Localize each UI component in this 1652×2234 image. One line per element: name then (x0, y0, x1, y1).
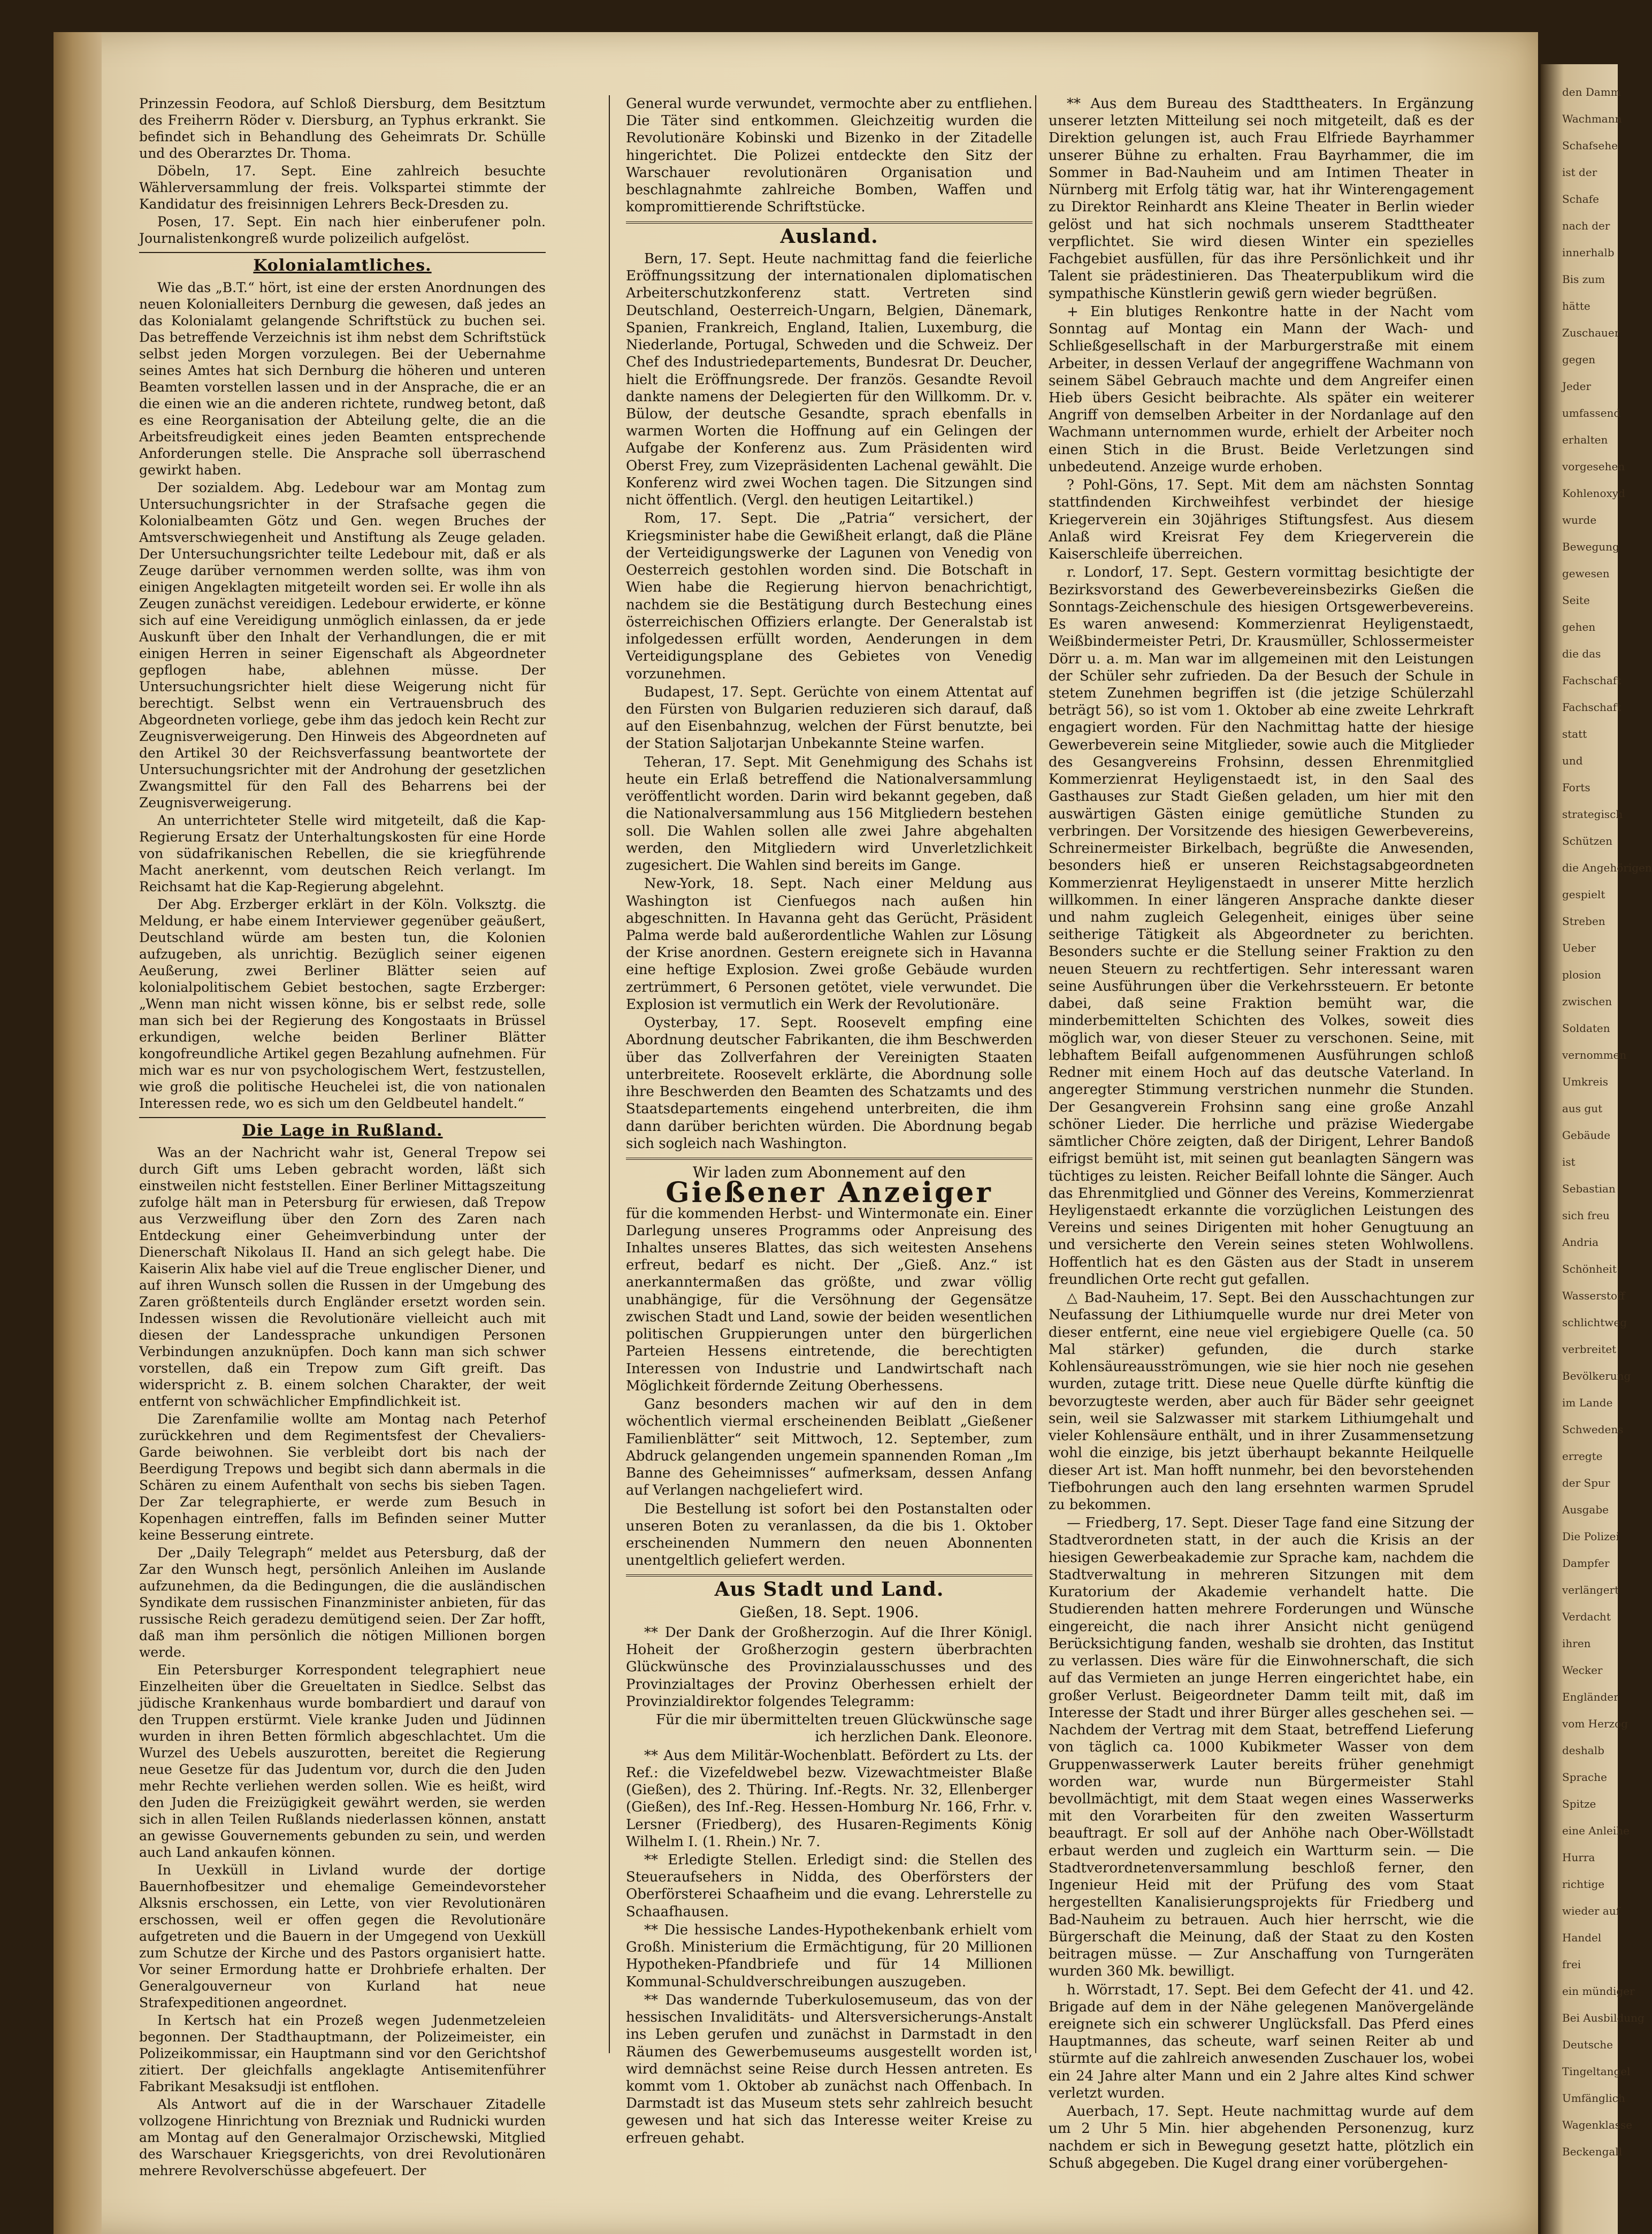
adjacent-page-fragment: Schwedens (1562, 1423, 1624, 1436)
adjacent-page-fragment: umfassend (1562, 407, 1621, 419)
article-teheran: Teheran, 17. Sept. Mit Genehmigung des Schahs ist heute ein Erlaß betreffend die Nationalversammlung veröffentlicht worden. Darin wird bekannt gegeben, daß die Nationalversammlung aus 156 Mitgliedern bestehen soll. Die Wahlen sollen alle zwei Jahre abgehalten werden, den Mitgliedern wird Unverletzlichkeit zugesichert. Die Wahlen sind bereits im Gange. (626, 754, 1032, 874)
subscription-advertisement (626, 1164, 1032, 1210)
article-daily-telegraph: Der „Daily Telegraph“ meldet aus Petersburg, daß der Zar den Wunsch hegt, persönlich Anleihen im Auslande aufzunehmen, da die Bedingungen, die die ausländischen Syndikate dem russischen Finanzminister anbieten, für das russische Reich geradezu demütigend seien. Der Zar hofft, daß man ihm persönlich die nötigen Millionen borgen werde. (139, 1545, 546, 1660)
adjacent-page-fragment: Andria (1562, 1236, 1599, 1249)
adjacent-page-fragment: Hurra (1562, 1851, 1595, 1864)
section-title-ausland: Ausland. (780, 225, 878, 248)
adjacent-page-fragment: nach der (1562, 219, 1610, 232)
adjacent-page-fragment: vernommen (1562, 1049, 1627, 1061)
adjacent-page-fragment: Seite (1562, 594, 1590, 607)
adjacent-page-fragment: ihren (1562, 1637, 1591, 1650)
adjacent-page-fragment: und (1562, 754, 1583, 767)
adjacent-page-fragment: Soldaten (1562, 1022, 1610, 1035)
article-pohl-goens: ? Pohl-Göns, 17. Sept. Mit dem am nächsten Sonntag stattfindenden Kirchweihfest verbindet der hiesige Kriegerverein ein 30jähriges Stiftungsfest. Aus diesem Anlaß wird Kreisrat Fey dem Kriegerverein die Kaiserschleife überreichen. (1049, 477, 1474, 563)
adjacent-page-fragment: die Angehörigen (1562, 861, 1652, 874)
article-woerrstadt: h. Wörrstadt, 17. Sept. Bei dem Gefecht der 41. und 42. Brigade auf dem in der Nähe gelegenen Manövergelände ereignete sich ein schwerer Unglücksfall. Das Pferd eines Hauptmannes, das scheute, warf seinen Reiter ab und stürmte auf die zahlreich anwesenden Zuschauer los, wobei ein 24 Jahre alter Mann und ein 2 Jahre altes Kind schwer verletzt wurden. (1049, 1981, 1474, 2101)
adjacent-page-fragment: Bevölkerung (1562, 1370, 1631, 1382)
ad-body: für die kommenden Herbst- und Wintermonate ein. Einer Darlegung unseres Programms oder Anpreisung des Inhaltes unseres Blattes, das sich weitesten Ansehens erfreut, bedarf es nicht. Der „Gieß. Anz.“ ist anerkanntermaßen das größte, und zwar völlig unabhängige, für die Versöhnung der Gegensätze zwischen Stadt und Land, sowie der beiden wesentlichen politischen Gruppierungen unter den bürgerlichen Parteien Hessens eintretende, die berechtigten Interessen von Industrie und Landwirtschaft nach Möglichkeit fördernde Zeitung Oberhessens. (626, 1205, 1032, 1394)
section-title-kolonialamtliches: Kolonialamtliches. (253, 256, 432, 275)
section-title-aus-stadt-und-land: Aus Stadt und Land. (714, 1578, 944, 1601)
adjacent-page-fragment: Beckengall (1562, 2145, 1623, 2158)
adjacent-page-fragment: richtige (1562, 1878, 1605, 1891)
article-doebeln: Döbeln, 17. Sept. Eine zahlreich besuchte Wählerversammlung der freis. Volkspartei stimmte der Kandidatur des freisinnigen Lehrers Beck-Dresden zu. (139, 163, 546, 212)
article-warschau: Als Antwort auf die in der Warschauer Zitadelle vollzogene Hinrichtung von Brezniak und Rudnicki wurden am Montag auf den Generalmajor Orzischewski, Mitglied des Warschauer Kriegsgerichts, von drei Revolutionären mehrere Revolverschüsse abgefeuert. Der (139, 2097, 546, 2178)
section-divider (139, 252, 546, 253)
article-renkontre: + Ein blutiges Renkontre hatte in der Nacht vom Sonntag auf Montag ein Mann der Wach- und Schließgesellschaft in der Marburgerstraße mit einem Arbeiter, in dessen Verlauf der angegriffene Wachmann von seinem Säbel Gebrauch machte und dem Angreifer einen Hieb übers Gesicht beibrachte. Als später ein weiterer Angriff von demselben Arbeiter in der Nordanlage auf den Wachmann unternommen wurde, erhielt der Arbeiter noch einen Stich in die Brust. Beide Verletzungen sind unbedeutend. Anzeige wurde erhoben. (1049, 303, 1474, 475)
adjacent-page-fragment: innerhalb (1562, 246, 1615, 259)
adjacent-page-fragment: statt (1562, 728, 1587, 740)
section-divider (626, 1574, 1032, 1577)
column-2 (626, 95, 1032, 2148)
adjacent-page-fragment: wurde (1562, 514, 1597, 526)
article-militaer-wochenblatt: ** Aus dem Militär-Wochenblatt. Befördert zu Lts. der Ref.: die Vizefeldwebel bezw. Vizewachtmeister Blaße (Gießen), des 2. Thüring. Inf.-Regts. Nr. 32, Ellenberger (Gießen), des Inf.-Reg. Hessen-Homburg Nr. 166, Frhr. v. Lersner (Friedberg), des Husaren-Regiments König Wilhelm I. (1. Rhein.) Nr. 7. (626, 1747, 1032, 1850)
article-prinzessin-feodora: Prinzessin Feodora, auf Schloß Diersburg, dem Besitztum des Freiherrn Röder v. Diersburg, an Typhus erkrankt. Sie befindet sich in Behandlung des Geheimrats Dr. Schülle und des Oberarztes Dr. Thoma. (139, 96, 546, 161)
article-budapest: Budapest, 17. Sept. Gerüchte von einem Attentat auf den Fürsten von Bulgarien reduzieren sich darauf, daß auf den Eisenbahnzug, welchen der Fürst benutzte, bei der Station Saljotarjan Unbekannte Steine warfen. (626, 684, 1032, 752)
article-tuberkulosemuseum: ** Das wandernde Tuberkulosemuseum, das von der hessischen Invaliditäts- und Altersversicherungs-Anstalt ins Leben gerufen und zunächst in Darmstadt in den Räumen des Gewerbemuseums ausgestellt worden ist, wird demnächst seine Reise durch Hessen antreten. Es kommt vom 1. Oktober ab zunächst nach Offenbach. In Darmstadt ist das Museum stets sehr zahlreich besucht gewesen und hat sich das Interesse weiter Kreise zu erfreuen gehabt. (626, 1992, 1032, 2146)
adjacent-page-fragment: die das (1562, 647, 1601, 660)
column-rule-2 (1035, 95, 1036, 2053)
article-bern: Bern, 17. Sept. Heute nachmittag fand die feierliche Eröffnungssitzung der internationalen diplomatischen Arbeiterschutzkonferenz statt. Vertreten sind Deutschland, Oesterreich-Ungarn, Belgien, Dänemark, Spanien, Frankreich, England, Italien, Luxemburg, die Niederlande, Portugal, Schweden und die Schweiz. Der Chef des Industriedepartements, Bundesrat Dr. Deucher, hielt die Eröffnungsrede. Der französ. Gesandte Revoil dankte namens der Delegierten für den Willkomm. Dr. v. Bülow, der deutsche Gesandte, sprach ebenfalls in warmen Worten die Hoffnung auf ein Gelingen der Aufgabe der Konferenz aus. Zum Präsidenten wird Oberst Frey, zum Vizepräsidenten Lachenal gewählt. Die Konferenz wird zwei Wochen tagen. Die Sitzungen sind nicht öffentlich. (Vergl. den heutigen Leitartikel.) (626, 250, 1032, 509)
adjacent-page-fragment: verbreitet (1562, 1343, 1617, 1356)
adjacent-page-fragment: sich freu (1562, 1209, 1610, 1222)
article-bad-nauheim: △ Bad-Nauheim, 17. Sept. Bei den Ausschachtungen zur Neufassung der Lithiumquelle wurde nur drei Meter von dieser entfernt, eine neue viel ergiebigere Quelle (ca. 50 Mal stärker) gefunden, die durch starke Kohlensäureausströmungen, wie sie hier noch nie gesehen wurden, zutage tritt. Diese neue Quelle dürfte künftig die bevorzugteste werden, aber auch für Bäder sehr geeignet sein, weil sie Salzwasser mit starkem Lithiumgehalt und vieler Kohlensäure enthält, und in ihrer Zusammensetzung wohl die einzige, bis jetzt überhaupt bekannte Heilquelle dieser Art ist. Man hofft nunmehr, bei den bevorstehenden Tiefbohrungen auch den lang ersehnten warmen Sprudel zu bekommen. (1049, 1290, 1474, 1513)
ad-body-3: Die Bestellung ist sofort bei den Postanstalten oder unseren Boten zu veranlassen, da die bis 1. Oktober erscheinenden Nummern den neuen Abonnenten unentgeltlich geliefert werden. (626, 1501, 1032, 1569)
section-divider (626, 221, 1032, 224)
adjacent-page-fragment: Umkreis (1562, 1075, 1608, 1088)
article-kap-regierung: An unterrichteter Stelle wird mitgeteilt, daß die Kap-Regierung Ersatz der Unterhaltungskosten für eine Horde von südafrikanischen Rebellen, die sie kriegführende Macht anerkennt, vom deutschen Reich verlangt. Im Reichsamt hat die Kap-Regierung abgelehnt. (139, 813, 546, 894)
adjacent-page-fragment: Zuschauer (1562, 326, 1620, 339)
adjacent-page-fragment: ein mündiger (1562, 1985, 1635, 1998)
article-kertsch: In Kertsch hat ein Prozeß wegen Judenmetzeleien begonnen. Der Stadthauptmann, der Polizeimeister, ein Polizeikommissar, ein Hauptmann sind vor den Gerichtshof zitiert. Der gleichfalls angeklagte Antisemitenführer Fabrikant Mesaksudji ist entflohen. (139, 2013, 546, 2094)
ad-intro: Wir laden zum Abonnement auf den (692, 1164, 966, 1182)
adjacent-page-fragment: schlichtweg (1562, 1316, 1627, 1329)
section-title-lage-in-russland: Die Lage in Rußland. (242, 1121, 443, 1140)
article-rom: Rom, 17. Sept. Die „Patria“ versichert, der Kriegsminister habe die Gewißheit erlangt, daß die Pläne der Verteidigungswerke der Lagunen von Venedig von Oesterreich gestohlen worden sind. Die Botschaft in Wien habe die Regierung hiervon benachrichtigt, nachdem sie die Bestätigung durch Bestechung eines österreichischen Offiziers erlangte. Der Generalstab ist infolgedessen erfüllt worden, Aenderungen in dem Verteidigungsplane des Gebietes von Venedig vorzunehmen. (626, 510, 1032, 682)
adjacent-page-fragment: Handel (1562, 1931, 1602, 1944)
article-telegramm: Für die mir übermittelten treuen Glückwünsche sage ich herzlichen Dank. Eleonore. (656, 1712, 1032, 1746)
article-uexkuell: In Uexküll in Livland wurde der dortige Bauernhofbesitzer und ehemalige Gemeindevorsteher Alksnis erschossen, ein Lette, von vier Revolutionären erschossen, weil er offen gegen die Revolutionäre aufgetreten und die Bauern in der Umgegend von Uexküll zum Schutze der Kirche und des Pastors organisiert hatte. Vor seiner Ermordung hatte er Drohbriefe erhalten. Der Generalgouverneur von Kurland hat neue Strafexpeditionen angeordnet. (139, 1862, 546, 2010)
adjacent-page-fragment: frei (1562, 1958, 1581, 1971)
adjacent-page-fragment: Wagenklasse (1562, 2118, 1633, 2131)
ad-title: Gießener Anzeiger (666, 1176, 993, 1210)
adjacent-page-fragment: Wasserstoff (1562, 1289, 1625, 1302)
article-zarenfamilie: Die Zarenfamilie wollte am Montag nach Peterhof zurückkehren und dem Regimentsfest der Chevaliers-Garde beiwohnen. Sie verbleibt dort bis nach der Beerdigung Trepows und begibt sich dann abermals in die Schären zu einem Aufenthalt von sechs bis sieben Tagen. Der Zar telegraphierte, er werde zum Besuch in Kopenhagen eintreffen, falls im Befinden seiner Mutter keine Besserung eintrete. (139, 1411, 546, 1543)
adjacent-page-fragment: gehen (1562, 621, 1596, 633)
adjacent-page-fragment: Bewegung (1562, 540, 1619, 553)
dateline: Gießen, 18. Sept. 1906. (739, 1603, 919, 1621)
adjacent-page-fragment: Tingeltangel (1562, 2065, 1631, 2078)
adjacent-page-fragment: eine Anleihe (1562, 1824, 1630, 1837)
section-divider (139, 1117, 546, 1118)
adjacent-page-fragment: Schönheit (1562, 1263, 1617, 1275)
adjacent-page-fragment: Bei Ausbildung (1562, 2011, 1645, 2024)
adjacent-page-fragment: Streben (1562, 915, 1605, 928)
adjacent-page-fragment: der Spur (1562, 1476, 1610, 1489)
adjacent-page-fragment: Schafsehe (1562, 139, 1618, 152)
article-friedberg: — Friedberg, 17. Sept. Dieser Tage fand eine Sitzung der Stadtverordneten statt, in der auch die Krisis an der hiesigen Gewerbeakademie zur Sprache kam, nachdem die Stadtverwaltung in mehreren Sitzungen mit dem Kuratorium der Akademie verhandelt hatte. Die Studierenden hatten mehrere Forderungen und Wünsche eingereicht, die nach ihrer Ansicht nicht genügend Berücksichtigung fanden, weshalb sie drohten, das Institut zu verlassen. Dies wäre für die Einwohnerschaft, die sich auf das Vermieten an junge Herren eingerichtet habe, ein großer Verlust. Beigeordneter Damm teilt mit, daß im Interesse der Stadt und ihrer Bürger alles geschehen sei. — Nachdem der Vertrag mit dem Staat, betreffend Lieferung von täglich ca. 1000 Kubikmeter Wasser von dem Gruppenwasserwerk Lauter bereits früher genehmigt worden war, wurde nun Bürgermeister Stahl bevollmächtigt, mit dem Staat wegen eines Wasserwerks mit den Vorarbeiten für den zweiten Wasserturm beauftragt. Er soll auf der Anhöhe nach Ober-Wöllstadt erbaut werden und zugleich ein Wartturm sein. — Die Stadtverordnetenversammlung beschloß ferner, den Ingenieur Heid mit der Prüfung des vom Staat hergestellten Kanalisierungsprojekts für Friedberg und Bad-Nauheim zu betrauen. Auch hier herrscht, wie die Bürgerschaft die Meinung, daß der Staat zu den Kosten beitragen müsse. — Zur Anschaffung von Turngeräten wurden 360 Mk. bewilligt. (1049, 1515, 1474, 1980)
article-auerbach: Auerbach, 17. Sept. Heute nachmittag wurde auf dem um 2 Uhr 5 Min. hier abgehenden Personenzug, kurz nachdem er sich in Bewegung gesetzt hatte, plötzlich ein Schuß abgegeben. Die Kugel drang einer vorübergehen- (1049, 2103, 1474, 2171)
adjacent-page-fragment: ist der (1562, 166, 1597, 179)
ad-body-2: Ganz besonders machen wir auf den in dem wöchentlich viermal erscheinenden Beiblatt „Gießener Familienblätter“ seit Mittwoch, 12. September, zum Abdruck gelangenden ungemein spannenden Roman „Im Banne des Geheimnisses“ aufmerksam, dessen Anfang auf Verlangen nachgeliefert wird. (626, 1396, 1032, 1499)
adjacent-page-fragment: Wecker (1562, 1664, 1603, 1677)
adjacent-page-fragment: hätte (1562, 300, 1590, 312)
article-londorf: r. Londorf, 17. Sept. Gestern vormittag besichtigte der Bezirksvorstand des Gewerbevereinsbezirks Gießen die Sonntags-Zeichenschule des hiesigen Ortsgewerbevereins. Es waren anwesend: Kommerzienrat Heyligenstaedt, Weißbindermeister Petri, Dr. Krausmüller, Schlossermeister Dörr u. a. m. Man war im allgemeinen mit den Leistungen der Schüler sehr zufrieden. Da der Besuch der Schule in stetem Zunehmen begriffen ist (die jetzige Schülerzahl beträgt 56), so ist vom 1. Oktober ab eine zweite Lehrkraft engagiert worden. Für den Nachmittag hatte der hiesige Gewerbeverein seine Mitglieder, sowie auch die Mitglieder des Gesangvereins Frohsinn, dessen Ehrenmitglied Kommerzienrat Heyligenstaedt ist, in den Saal des Gasthauses zur Stadt Gießen geladen, um hier mit den auswärtigen Gästen einige gemütliche Stunden zu verbringen. Der Vorsitzende des hiesigen Gewerbevereins, Schreinermeister Birkelbach, begrüßte die Anwesenden, besonders hieß er unseren Reichstagsabgeordneten Kommerzienrat Heyligenstaedt in unserer Mitte herzlich willkommen. In einer längeren Ansprache dankte dieser und nahm zugleich Gelegenheit, einiges über seine seitherige Tätigkeit als Abgeordneter zu berichten. Besonders suchte er die Stellung seiner Fraktion zu den neuen Steuern zu rechtfertigen. Sehr interessant waren seine Ausführungen über die Verkehrssteuern. Er betonte dabei, daß seine Fraktion bemüht war, die minderbemittelten Schichten des Volkes, soweit dies möglich war, von dieser Steuer zu verschonen. Seine, mit lebhaftem Beifall aufgenommenen Ausführungen schloß Redner mit einem Hoch auf das deutsche Vaterland. In angeregter Stimmung verstrichen nunmehr die Stunden. Der Gesangverein Frohsinn sang eine große Anzahl schöner Lieder. Die herrliche und präzise Wiedergabe sämtlicher Chöre zeigten, daß der Dirigent, Lehrer Bandoß eifrigst bemüht ist, mit seinen gut beanlagten Sängern was tüchtiges zu leisten. Reicher Beifall lohnte die Sänger. Auch das Ehrenmitglied und Gönner des Vereins, Kommerzienrat Heyligenstaedt erkannte die vorzüglichen Leistungen des Vereins und seines Dirigenten mit hoher Genugtuung an und versicherte den Verein seines steten Wohlwollens. Hoffentlich hat es den Gästen aus der Stadt in unserem freundlichen Orte recht gut gefallen. (1049, 564, 1474, 1288)
adjacent-page-fragment: Fachschaft (1562, 701, 1622, 714)
adjacent-page-fragment: Jeder (1562, 380, 1592, 393)
adjacent-page-fragment: Kohlenoxyd (1562, 487, 1625, 500)
adjacent-page-fragment: vorgesehen (1562, 460, 1625, 473)
adjacent-page-fragment: wieder auf (1562, 1904, 1620, 1917)
section-divider (626, 1158, 1032, 1160)
adjacent-page-fragment: strategisch (1562, 808, 1623, 821)
adjacent-page-fragment: Ausgabe (1562, 1503, 1609, 1516)
adjacent-page-fragment: zwischen (1562, 995, 1612, 1008)
adjacent-page-fragment: gespielt (1562, 888, 1605, 901)
column-1 (139, 95, 546, 2180)
adjacent-page-fragment: Wachmann (1562, 112, 1622, 125)
adjacent-page-edge (1541, 64, 1652, 2234)
page-binding-edge (53, 32, 102, 2234)
article-trepow: Was an der Nachricht wahr ist, General Trepow sei durch Gift ums Leben gebracht worden, läßt sich einstweilen nicht feststellen. Einer Berliner Mittagszeitung zufolge hält man in Petersburg für erwiesen, daß Trepow aus Verzweiflung über den Zorn des Zaren nach Entdeckung einer Geheimverbindung unter der Dienerschaft Nikolaus II. Hand an sich gelegt habe. Die Kaiserin Alix habe viel auf die Treue englischer Diener, und auf ihren Wunsch sollen die Russen in der Umgebung des Zaren größtenteils durch Engländer ersetzt worden sein. Indessen wissen die Revolutionäre vielleicht auch mit diesen der Landessprache unkundigen Personen Verbindungen anzuknüpfen. Doch kann man sich schwer vorstellen, daß ein Trepow zum Gift greift. Das widerspricht z. B. einem solchen Charakter, der weit entfernt von schwächlicher Empfindlichkeit ist. (139, 1145, 546, 1409)
adjacent-page-fragment: Verdacht (1562, 1610, 1611, 1623)
adjacent-page-fragment: ist (1562, 1156, 1575, 1168)
column-rule-1 (609, 95, 610, 2053)
article-hypothekenbank: ** Die hessische Landes-Hypothekenbank erhielt vom Großh. Ministerium die Ermächtigung, für 20 Millionen Hypotheken-Pfandbriefe und für 14 Millionen Kommunal-Schuldverschreibungen auszugeben. (626, 1922, 1032, 1990)
adjacent-page-fragment: Sprache (1562, 1771, 1607, 1784)
adjacent-page-fragment: aus gut (1562, 1102, 1603, 1115)
article-posen: Posen, 17. Sept. Ein nach hier einberufener poln. Journalistenkongreß wurde polizeilich aufgelöst. (139, 214, 546, 246)
adjacent-page-fragment: plosion (1562, 968, 1601, 981)
article-oysterbay: Oysterbay, 17. Sept. Roosevelt empfing eine Abordnung deutscher Fabrikanten, die ihm Beschwerden über das Zollverfahren der Vereinigten Staaten unterbreitete. Roosevelt erklärte, die Abordnung solle ihre Beschwerden den Beamten des Schatzamts und des Staatsdepartements eingehend unterbreiten, die ihm dann darüber berichten würden. Die Abordnung begab sich sogleich nach Washington. (626, 1015, 1032, 1152)
column-3 (1049, 95, 1474, 2173)
adjacent-page-fragment: erhalten (1562, 433, 1608, 446)
adjacent-page-fragment: Umfänglich (1562, 2092, 1625, 2105)
article-stadttheater: ** Aus dem Bureau des Stadttheaters. In Ergänzung unserer letzten Mitteilung sei noch mitgeteilt, daß es der Direktion gelungen ist, auch Frau Elfriede Bayrhammer unserer Bühne zu erhalten. Frau Bayrhammer, die im Sommer in Bad-Nauheim und am Intimen Theater in Nürnberg mit Erfolg tätig war, hat ihr Winterengagement zu Direktor Reinhardt ans Kleine Theater in Berlin wieder gelöst und hat sich nochmals unserem Stadttheater verpflichtet. Sie wird diesen Winter ein spezielles Fachgebiet ausfüllen, für das ihre Persönlichkeit und ihr Talent sie prädestinieren. Das Theaterpublikum wird die sympathische Künstlerin gewiß gern wieder begrüßen. (1049, 96, 1474, 302)
adjacent-page-fragment: deshalb (1562, 1744, 1604, 1757)
adjacent-page-fragment: Fachschaft (1562, 674, 1622, 687)
adjacent-page-fragment: Die Polizei (1562, 1530, 1619, 1543)
adjacent-page-fragment: erregte (1562, 1450, 1603, 1463)
article-kolonialamt-dernburg: Wie das „B.T.“ hört, ist eine der ersten Anordnungen des neuen Kolonialleiters Dernburg die gewesen, daß jedes an das Kolonialamt gelangende Schriftstück zu buchen sei. Das betreffende Verzeichnis ist ihm nebst dem Schriftstück selbst jeden Morgen vorzulegen. Bei der Uebernahme seines Amtes hat sich Dernburg die höheren und unteren Beamten vorstellen lassen und in der Ansprache, die er an die einen wie an die anderen richtete, rundweg betont, daß es eine Reorganisation der Abteilung gelte, die an die Arbeitsfreudigkeit eines jeden Beamten entsprechende Anforderungen stelle. Die Ansprache soll überraschend gewirkt haben. (139, 280, 546, 478)
adjacent-page-fragment: Spitze (1562, 1797, 1596, 1810)
adjacent-page-fragment: vom Herzog (1562, 1717, 1628, 1730)
adjacent-page-fragment: gewesen (1562, 567, 1610, 580)
adjacent-page-fragment: Ueber (1562, 942, 1596, 954)
adjacent-page-fragment: verlängert (1562, 1583, 1619, 1596)
adjacent-page-fragment: gegen (1562, 353, 1596, 366)
article-ledebour: Der sozialdem. Abg. Ledebour war am Montag zum Untersuchungsrichter in der Strafsache gegen die Kolonialbeamten Götz und Gen. wegen Bruches der Amtsverschwiegenheit und Anstiftung als Zeuge geladen. Der Untersuchungsrichter teilte Ledebour mit, daß er als Zeuge darüber vernommen werden sollte, was ihm von einigen Angeklagten mitgeteilt worden sei. Er wolle ihn als Zeugen zunächst vereidigen. Ledebour erwiderte, er könne sich auf eine Vereidigung unmöglich einlassen, da er jede Auskunft über den Inhalt der Verhandlungen, die er mit einigen Herren in seiner Eigenschaft als Abgeordneter gepflogen habe, ablehnen müsse. Der Untersuchungsrichter hielt diese Weigerung nicht für berechtigt. Selbst wenn ein Vertrauensbruch des Abgeordneten vorliege, gebe ihm das jedoch kein Recht zur Zeugnisverweigerung. Den Hinweis des Abgeordneten auf den Artikel 30 der Reichsverfassung beantwortete der Untersuchungsrichter mit der Androhung der gesetzlichen Zwangsmittel für den Fall des Beharrens bei der Zeugnisverweigerung. (139, 480, 546, 810)
adjacent-page-fragment: Schafe (1562, 193, 1599, 205)
adjacent-page-fragment: Gebäude (1562, 1129, 1611, 1142)
adjacent-page-fragment: Engländer (1562, 1690, 1619, 1703)
adjacent-page-fragment: Forts (1562, 781, 1590, 794)
article-siedlce: Ein Petersburger Korrespondent telegraphiert neue Einzelheiten über die Greueltaten in Siedlce. Selbst das jüdische Krankenhaus wurde bombardiert und darauf von den Truppen erstürmt. Viele kranke Juden und Jüdinnen wurden in ihren Betten förmlich abgeschlachtet. Um die Wurzel des Uebels auszurotten, bereitet die Regierung neue Gesetze für das Judentum vor, durch die den Juden mehr Rechte verliehen werden sollen. Wie es heißt, wird den Juden die Freizügigkeit gewährt werden, sie werden sich in allen Teilen Rußlands niederlassen können, anstatt an gewisse Gouvernements gebunden zu sein, und werden auch Land ankaufen können. (139, 1662, 546, 1860)
article-erledigte-stellen: ** Erledigte Stellen. Erledigt sind: die Stellen des Steueraufsehers in Nidda, des Oberförsters der Oberförsterei Schaafheim und die evang. Lehrerstelle zu Schaafhausen. (626, 1852, 1032, 1920)
adjacent-page-fragment: Deutsche (1562, 2038, 1613, 2051)
adjacent-page-fragment: Dampfer (1562, 1557, 1610, 1570)
article-new-york: New-York, 18. Sept. Nach einer Meldung aus Washington ist Cienfuegos nach außen hin abgeschnitten. In Havanna geht das Gerücht, Präsident Palma werde bald außerordentliche Wahlen zur Lösung der Krise anordnen. Gestern ereignete sich in Havanna eine heftige Explosion. Zwei große Gebäude wurden zertrümmert, 6 Personen getötet, viele verwundet. Die Explosion ist vermutlich ein Werk der Revolutionäre. (626, 876, 1032, 1013)
article-dank-grossherzogin: ** Der Dank der Großherzogin. Auf die Ihrer Königl. Hoheit der Großherzogin gestern überbrachten Glückwünsche des Provinzialausschusses und des Provinzialtages der Provinz Oberhessen erhielt der Provinzialdirektor folgendes Telegramm: (626, 1624, 1032, 1710)
article-warschau-continued: General wurde verwundet, vermochte aber zu entfliehen. Die Täter sind entkommen. Gleichzeitig wurden die Revolutionäre Kobinski und Bizenko in der Zitadelle hingerichtet. Die Polizei entdeckte den Sitz der Warschauer revolutionären Organisation und beschlagnahmte zahlreiche Bomben, Waffen und kompromittierende Schriftstücke. (626, 96, 1032, 216)
article-erzberger: Der Abg. Erzberger erklärt in der Köln. Volksztg. die Meldung, er habe einem Interviewer gegenüber geäußert, Deutschland würde am besten tun, die Kolonien aufzugeben, als unrichtig. Bezüglich seiner eigenen Aeußerung, zwei Berliner Blätter seien auf kolonialpolitischem Gebiet bestochen, sagte Erzberger: „Wenn man nicht wissen könne, bis er selbst rede, solle man sich bei der Regierung des Kongostaats in Brüssel erkundigen, welche beiden Berliner Blätter kongofreundliche Artikel gegen Bezahlung aufnehmen. Für mich war es nur von psychologischem Wert, festzustellen, wie groß die politische Heuchelei ist, die von nationalen Interessen rede, wo es sich um den Geldbeutel handelt.“ (139, 897, 546, 1111)
adjacent-page-fragment: Schützen (1562, 835, 1612, 847)
adjacent-page-fragment: Sebastian (1562, 1182, 1616, 1195)
adjacent-page-fragment: Bis zum (1562, 273, 1605, 286)
adjacent-page-fragment: den Damm (1562, 86, 1621, 98)
adjacent-page-fragment: im Lande (1562, 1396, 1613, 1409)
